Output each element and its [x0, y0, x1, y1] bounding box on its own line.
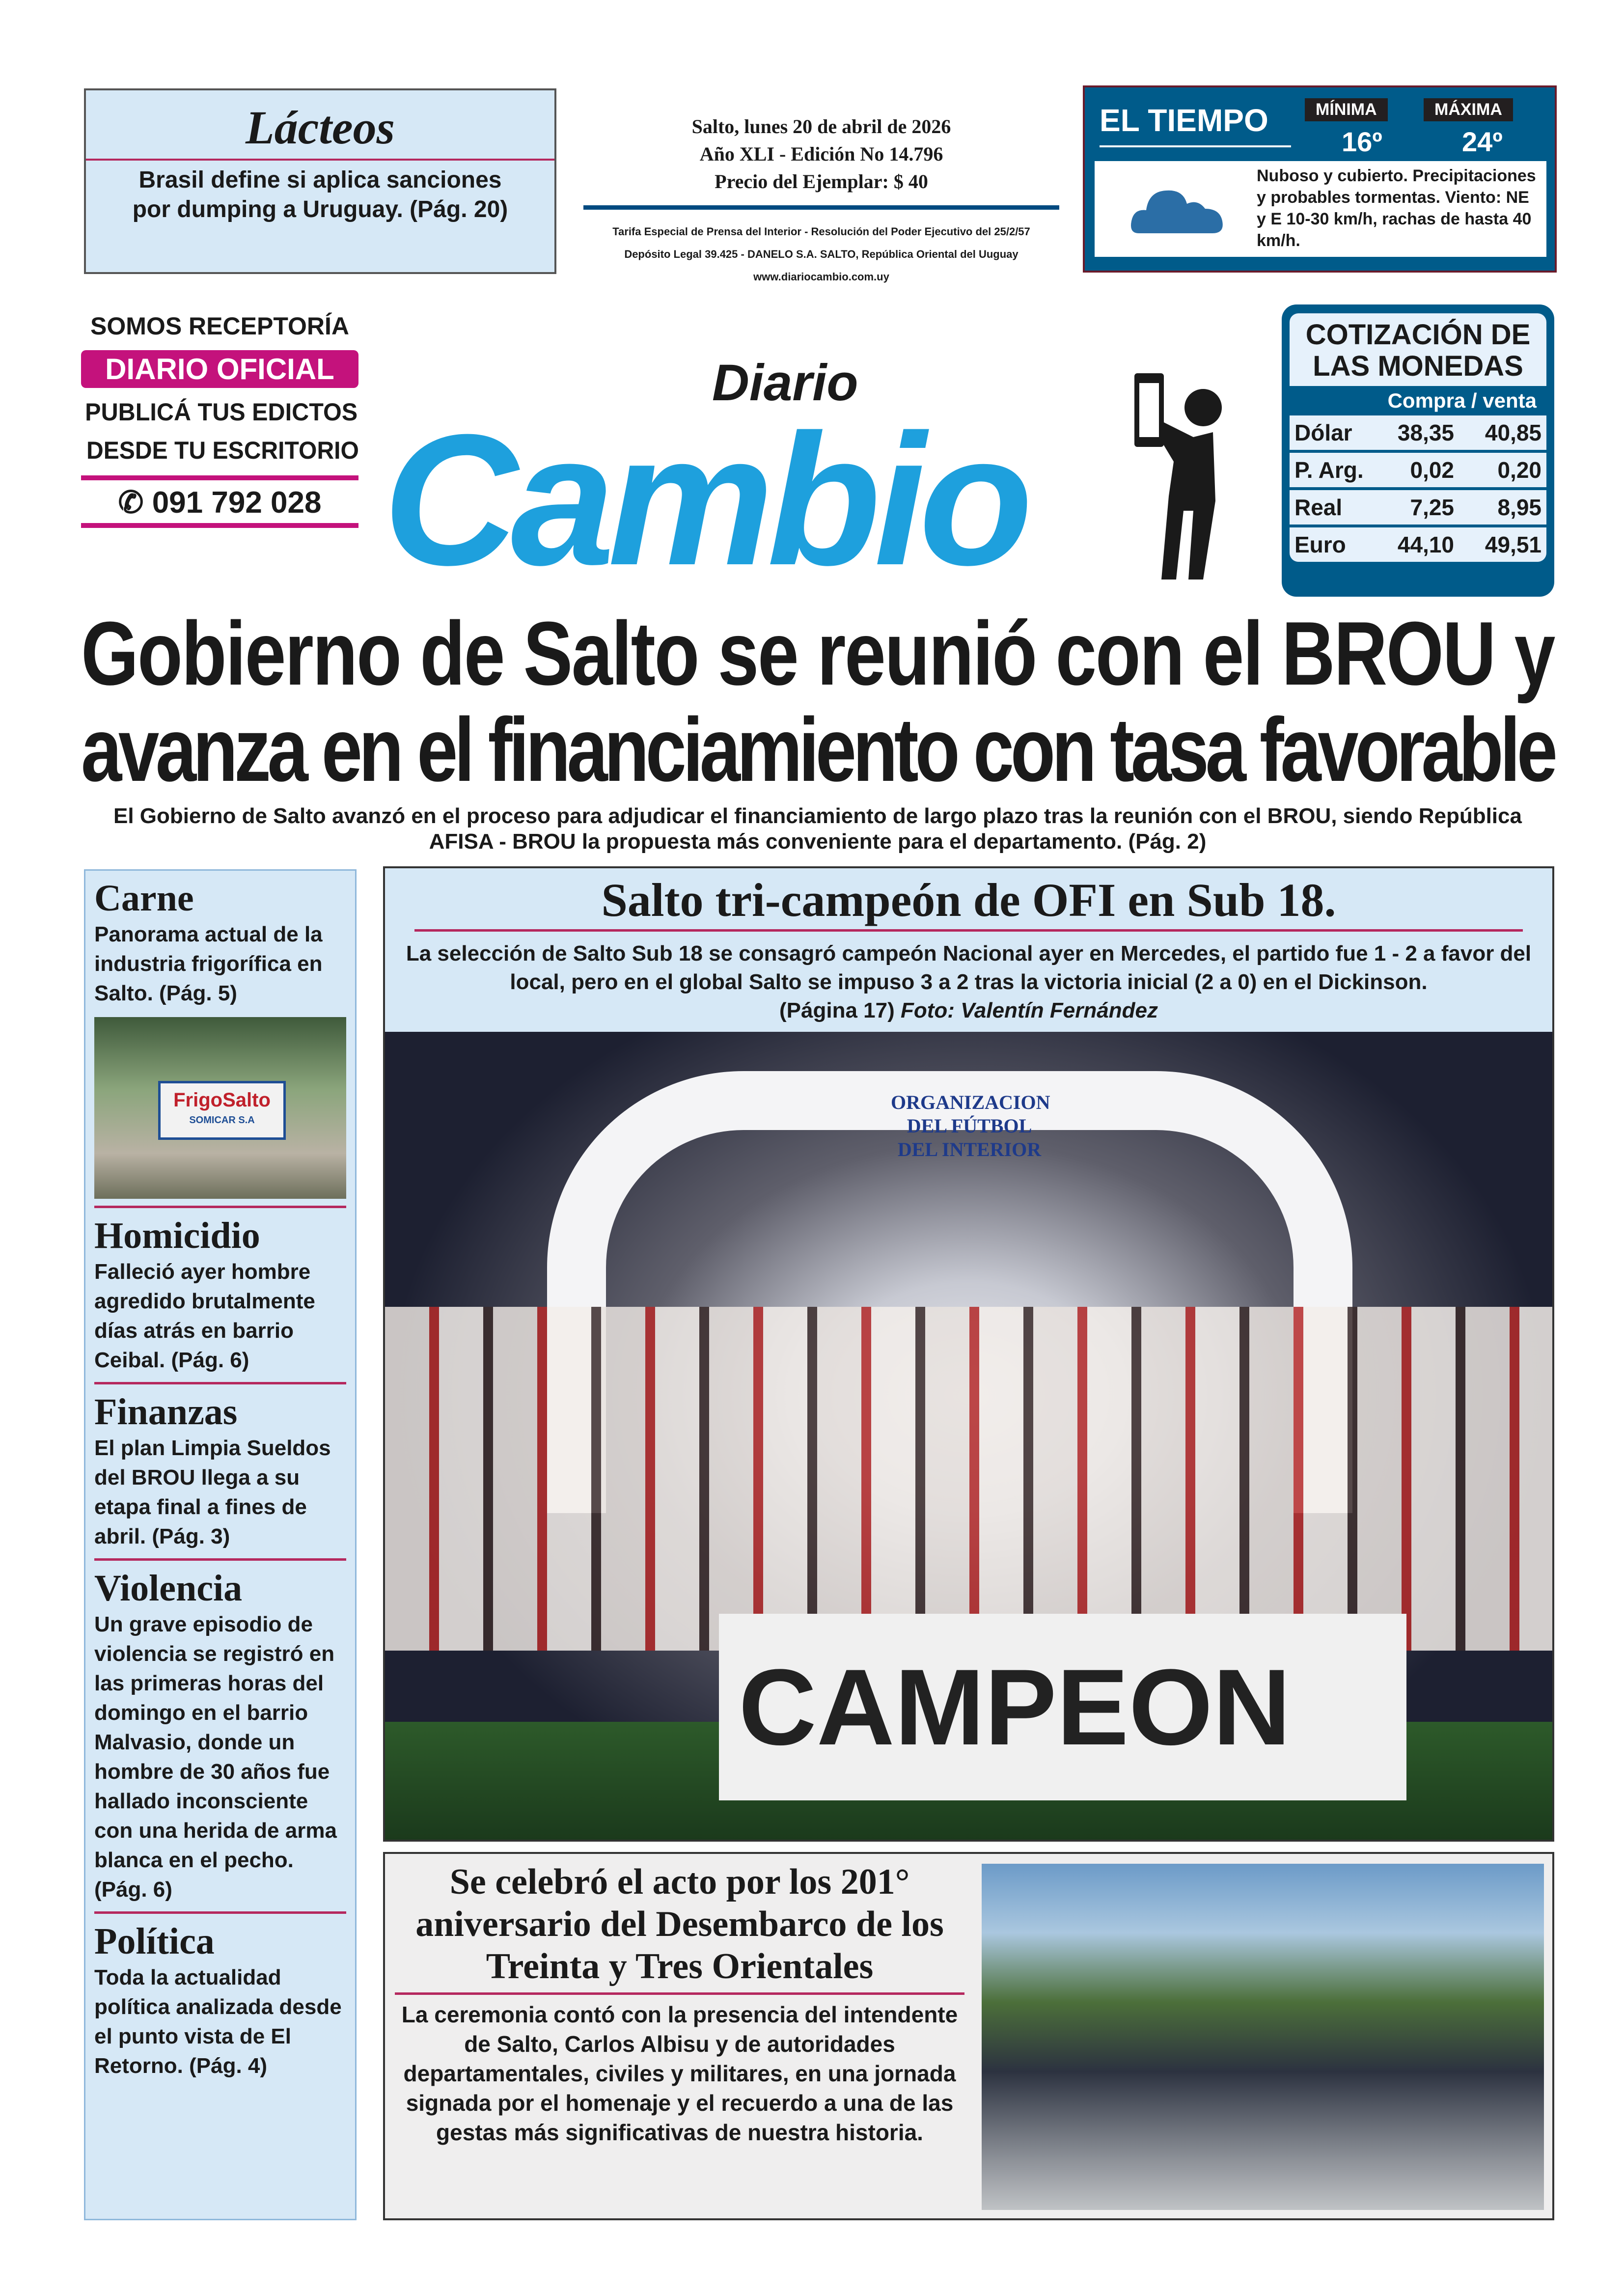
- phone-number: 091 792 028: [152, 486, 322, 520]
- sell-rate: 0,20: [1497, 457, 1541, 483]
- section-text: Toda la actualidad política analizada desde el punto vista de El Retorno. (Pág. 4): [94, 1965, 342, 2078]
- buy-rate: 0,02: [1410, 457, 1454, 483]
- sidebar-item-carne[interactable]: [94, 877, 346, 1208]
- main-headline[interactable]: [81, 605, 1554, 798]
- story-text: La selección de Salto Sub 18 se consagró campeón Nacional ayer en Mercedes, el partido fue 1 - 2 a favor del local, pero en el global Salto se impuso 3 a 2 tras la victoria inicial (2 a 0) en el Dickinson.: [406, 941, 1532, 994]
- issue-price: Precio del Ejemplar: $ 40: [715, 170, 928, 193]
- logo-diario: Diario: [712, 354, 858, 412]
- sell-rate: 49,51: [1485, 532, 1541, 557]
- frigosalto-photo: [94, 1017, 346, 1199]
- buy-rate: 7,25: [1410, 495, 1454, 520]
- section-text: Panorama actual de la industria frigorífica en Salto. (Pág. 5): [94, 922, 323, 1005]
- currency-row: [1290, 453, 1546, 487]
- website-link[interactable]: www.diariocambio.com.uy: [753, 271, 889, 283]
- currency-name: Real: [1294, 495, 1343, 520]
- tarifa-text: Tarifa Especial de Prensa del Interior - Resolución del Poder Ejecutivo del 25/2/57: [612, 225, 1030, 238]
- promo-box: [81, 307, 358, 528]
- promo-badge: DIARIO OFICIAL: [105, 353, 334, 386]
- currency-title: COTIZACIÓN DE LAS MONEDAS: [1290, 313, 1546, 386]
- currency-name: P. Arg.: [1294, 457, 1364, 483]
- currency-row: [1290, 490, 1546, 524]
- sidebar-item-homicidio[interactable]: [94, 1214, 346, 1384]
- min-temp: 16º: [1342, 126, 1382, 157]
- photo-credit: Foto: Valentín Fernández: [901, 998, 1158, 1022]
- issue-date: Salto, lunes 20 de abril de 2026: [691, 115, 951, 138]
- headline-deck: El Gobierno de Salto avanzó en el proceso para adjudicar el financiamiento de largo plazo tras la reunión con el BROU, siendo República AFISA - BROU la propuesta más conveniente para el departamento. (Pág. 2): [113, 804, 1522, 854]
- whatsapp-icon: ✆: [118, 486, 152, 520]
- section-title: Homicidio: [94, 1215, 260, 1256]
- currency-name: Dólar: [1294, 420, 1352, 445]
- currency-name: Euro: [1294, 532, 1346, 557]
- champion-banner: CAMPEON: [719, 1614, 1406, 1800]
- sidebar-item-finanzas[interactable]: [94, 1390, 346, 1561]
- arch-text: ORGANIZACION DEL FÚTBOL DEL INTERIOR: [891, 1091, 1050, 1160]
- sell-rate: 40,85: [1485, 420, 1541, 445]
- section-text: Falleció ayer hombre agredido brutalmente días atrás en barrio Ceibal. (Pág. 6): [94, 1260, 315, 1372]
- currency-box: [1282, 304, 1554, 597]
- currency-row: [1290, 415, 1546, 450]
- teaser-title: Lácteos: [86, 100, 554, 161]
- teaser-text: Brasil define si aplica sanciones por dumping a Uruguay. (Pág. 20): [132, 167, 508, 222]
- story-title: Se celebró el acto por los 201° aniversario del Desembarco de los Treinta y Tres Orientales: [395, 1861, 964, 1995]
- ceremony-photo: [982, 1864, 1544, 2210]
- weather-title: EL TIEMPO: [1100, 102, 1291, 147]
- section-title: Violencia: [94, 1568, 243, 1609]
- sell-rate: 8,95: [1497, 495, 1541, 520]
- currency-subtitle: Compra / venta: [1387, 389, 1537, 412]
- headline-line2: avanza en el financiamiento con tasa favorable: [81, 699, 1554, 800]
- weather-forecast: Nuboso y cubierto. Precipitaciones y probables tormentas. Viento: NE y E 10-30 km/h, rachas de hasta 40 km/h.: [1257, 166, 1536, 250]
- story-caption: [405, 996, 1533, 1025]
- buy-rate: 38,35: [1397, 420, 1454, 445]
- min-label: MÍNIMA: [1305, 98, 1388, 121]
- sign-text: FrigoSalto: [173, 1089, 271, 1111]
- section-title: Finanzas: [94, 1391, 238, 1433]
- sign-subtext: SOMICAR S.A: [189, 1115, 255, 1126]
- section-text: Un grave episodio de violencia se registró en las primeras horas del domingo en el barrio Malvasio, donde un hombre de 30 años fue hallado inconsciente con una herida de arma blanca en el pecho. (Pág. 6): [94, 1612, 337, 1902]
- promo-line1: SOMOS RECEPTORÍA: [90, 312, 349, 340]
- players-group: [385, 1307, 1552, 1651]
- currency-row: [1290, 527, 1546, 562]
- masthead-info: [579, 113, 1063, 288]
- section-title: Política: [94, 1921, 215, 1962]
- newspaper-reader-icon: [1129, 363, 1223, 580]
- promo-line3: DESDE TU ESCRITORIO: [86, 437, 359, 464]
- cloud-icon: [1129, 182, 1227, 236]
- headline-line1: Gobierno de Salto se reunió con el BROU y: [81, 603, 1554, 704]
- max-label: MÁXIMA: [1424, 98, 1513, 121]
- story-title: Salto tri-campeón de OFI en Sub 18.: [414, 868, 1523, 932]
- logo-cambio: Cambio: [383, 395, 1026, 604]
- divider: [583, 205, 1059, 210]
- issue-edition: Año XLI - Edición No 14.796: [699, 143, 943, 165]
- sidebar-item-violencia[interactable]: [94, 1567, 346, 1914]
- section-text: El plan Limpia Sueldos del BROU llega a su etapa final a fines de abril. (Pág. 3): [94, 1436, 331, 1548]
- deposito-text: Depósito Legal 39.425 - DANELO S.A. SALTO, República Oriental del Uuguay: [624, 248, 1018, 260]
- weather-box: [1083, 85, 1557, 273]
- main-story[interactable]: [383, 866, 1554, 1842]
- lacteos-teaser[interactable]: [84, 88, 556, 274]
- sidebar: [84, 869, 357, 2220]
- story-text: La ceremonia contó con la presencia del intendente de Salto, Carlos Albisu y de autoridades departamentales, civiles y militares, en una jornada signada por el homenaje y el recuerdo a una de las gestas más significativas de nuestra historia.: [401, 2002, 958, 2145]
- buy-rate: 44,10: [1397, 532, 1454, 557]
- section-title: Carne: [94, 878, 194, 919]
- secondary-story[interactable]: [383, 1852, 1554, 2220]
- whatsapp-contact[interactable]: [81, 480, 358, 528]
- max-temp: 24º: [1462, 126, 1503, 157]
- newspaper-logo[interactable]: [383, 354, 1223, 604]
- page-ref: (Página 17): [779, 998, 901, 1022]
- sidebar-item-politica[interactable]: [94, 1920, 346, 2088]
- celebration-photo: [385, 1032, 1552, 1840]
- promo-line2: PUBLICÁ TUS EDICTOS: [85, 398, 358, 426]
